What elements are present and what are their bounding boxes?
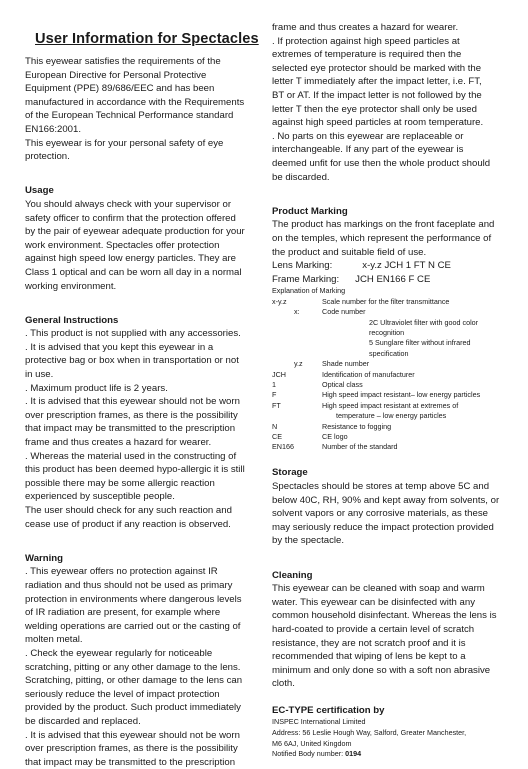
marking-meaning: temperature – low energy particles [336,411,447,421]
intro-line: This eyewear satisfies the requirements of the [25,56,221,67]
general-instructions-line: frame and thus creates a hazard for wearer. [25,437,212,449]
warning-line: scratching, pitting or any other damage to the lens. [25,661,241,673]
general-instructions-line: over prescription frames, as there is the possibility [25,409,238,421]
storage-heading: Storage [272,467,308,479]
intro-section [25,55,262,164]
marking-meaning: Resistance to fogging [322,421,392,431]
warning-continued-line: letter T then the eye protector shall only be used [272,103,477,115]
warning-line: radiation and thus should not be used as primary [25,579,233,591]
marking-meaning: High speed impact resistant– low energy particles [322,390,481,400]
storage-section [272,466,508,548]
notified-body [272,749,508,760]
usage-heading: Usage [25,185,54,197]
marking-code [272,338,322,359]
general-instructions-section [25,314,262,532]
marking-row [272,338,508,359]
storage-line: below 40C, RH, 90% and kept away from solvents, or [272,494,500,506]
intro-line: manufactured in accordance with the Requirements [25,96,245,108]
cleaning-line: This eyewear can be cleaned with soap and warm [272,583,485,595]
general-instructions-line: . Whereas the material used in the constructing of [25,450,237,462]
marking-code: x: [294,307,300,317]
marking-row [272,390,508,400]
warning-continued-line: letter T immediately after the impact letter, i.e. FT, [272,76,482,88]
storage-line: by the spectacle. [272,535,344,547]
warning-line: over prescription frames, as there is the possibility [25,743,238,755]
cleaning-line: hard-coated to provide a certain level of scratch [272,623,475,635]
cleaning-line: recommended that wiping of lens be kept to a [272,651,466,663]
marking-row [272,401,508,411]
frame-marking-label: Frame Marking: [272,273,340,285]
general-instructions-line: in use. [25,369,54,381]
marking-row [272,359,508,369]
usage-line: by the pair of eyewear adequate production for your [25,226,245,238]
warning-continued-line: BT or AT. If the impact letter is not followed by the [272,89,482,101]
intro-line: European Directive for Personal Protective [25,69,207,81]
intro-line: protection. [25,151,70,163]
frame-marking [272,273,508,287]
marking-meaning: Identification of manufacturer [322,369,415,379]
storage-line: may seriously reduce the impact protection provided [272,521,494,533]
page-title: User Information for Spectacles [35,31,259,47]
usage-line: You should always check with your supervisor or [25,198,232,210]
storage-line: solvent vapors or any corrosive materials, as these [272,508,488,520]
storage-line: Spectacles should be stores at temp above 5C and [272,480,490,492]
warning-line: . Check the eyewear regularly for noticeable [25,647,213,659]
warning-line: welding operations are carried out or the casting of [25,620,241,632]
marking-meaning: CE logo [322,431,348,441]
marking-row [272,370,508,380]
usage-section [25,184,262,293]
certification-line: INSPEC International Limited [272,717,366,727]
warning-line: molten metal. [25,634,83,646]
product-marking-line: The product has markings on the front faceplate and [272,219,495,231]
marking-meaning: High speed impact resistant at extremes of [322,400,459,410]
marking-meaning: Scale number for the filter transmittance [322,296,450,306]
usage-line: Class 1 optical and can be worn all day in a normal [25,266,242,278]
warning-continued-line: interchangeable. If any part of the eyewear is [272,144,464,156]
marking-row [272,318,508,339]
marking-code: CE [272,431,282,441]
marking-meaning: Number of the standard [322,442,398,452]
marking-code: FT [272,400,281,410]
warning-continued [272,21,508,184]
cleaning-section [272,569,508,691]
general-instructions-line: experienced by susceptible people. [25,491,175,503]
marking-meaning: 2C Ultraviolet filter with good color recognition [369,317,479,337]
general-instructions-line: . This product is not supplied with any accessories. [25,328,241,340]
warning-continued-line: . No parts on this eyewear are replaceable or [272,130,464,142]
general-instructions-line: this product has been deemed hypo-allergic it is still [25,464,245,476]
intro-line: This eyewear is for your personal safety of eye [25,137,224,149]
warning-continued-line: selected eye protector should be marked with the [272,62,482,74]
marking-meaning: Code number [322,307,366,317]
warning-line: . This eyewear offers no protection against IR [25,566,218,578]
general-instructions-line: cease use of product if any reaction is observed. [25,518,231,530]
warning-section [25,552,262,769]
lens-marking [272,259,508,273]
marking-row [272,297,508,307]
warning-continued-line: frame and thus creates a hazard for wearer. [272,22,459,33]
certification-section [272,704,508,759]
marking-code: y.z [294,359,303,369]
warning-continued-line: against high speed particles at room temperature. [272,117,484,129]
marking-row [272,442,508,452]
general-instructions-line: possible there may be some allergic reaction [25,477,215,489]
general-instructions-line: . It is advised that you kept this eyewear in a [25,341,214,353]
general-instructions-heading: General Instructions [25,314,119,326]
cleaning-heading: Cleaning [272,569,313,581]
warning-continued-line: extremes of temperature is required then the [272,49,462,61]
usage-line: safety officer to confirm that the protection offered [25,212,236,224]
general-instructions-line: . Maximum product life is 2 years. [25,382,168,394]
warning-heading: Warning [25,552,64,564]
warning-line: that impact may be transmitted to the prescription [25,756,236,768]
marking-code: EN166 [272,442,294,452]
warning-line: seriously reduce the level of impact protection [25,688,220,700]
marking-code [272,318,322,339]
product-marking-section [272,205,508,453]
marking-row [272,422,508,432]
cleaning-line: minimum and only done so with a soft non abrasive [272,664,491,676]
frame-marking-value: JCH EN166 F CE [355,273,431,285]
marking-row [272,432,508,442]
warning-line: protection in environments where dangerous levels [25,593,242,605]
certification-line: Address: 56 Leslie Hough Way, Salford, Greater Manchester, [272,728,467,738]
marking-meaning: Shade number [322,359,370,369]
warning-continued-line: . If protection against high speed particles at [272,35,460,47]
marking-code: x-y.z [272,296,287,306]
lens-marking-value: x-y.z JCH 1 FT N CE [362,260,451,272]
intro-line: Equipment (PPE) 89/686/EEC and has been [25,83,215,95]
marking-row [272,380,508,390]
general-instructions-line: The user should check for any such reaction and [25,505,232,516]
marking-row [272,411,508,421]
warning-continued-line: deemed unfit for use then the whole product should [272,157,491,169]
marking-code [272,411,322,421]
certification-heading: EC-TYPE certification by [272,705,385,717]
notified-body-number: 0194 [345,749,362,759]
certification-line: M6 6AJ, United Kingdom [272,738,352,748]
marking-meaning: Optical class [322,379,363,389]
intro-line: EN166:2001. [25,123,82,135]
warning-line: . It is advised that this eyewear should not be worn [25,729,240,741]
lens-marking-label: Lens Marking: [272,260,333,272]
warning-line: be discarded and replaced. [25,715,141,727]
left-column [25,55,262,769]
warning-line: of IR radiation are present, for example where [25,607,221,619]
cleaning-line: common household disinfectant. Whereas the lens is [272,610,497,622]
usage-line: against high speed low energy particles. They are [25,253,237,265]
product-marking-line: on the temples, which represent the performance of [272,232,492,244]
marking-code: JCH [272,369,286,379]
right-column [272,21,508,760]
marking-row [272,307,508,317]
marking-code: 1 [272,379,276,389]
cleaning-line: cloth. [272,678,295,690]
product-marking-line: the product and suitable field of use. [272,246,427,258]
explanation-heading: Explanation of Marking [272,286,346,296]
general-instructions-line: that impact may be transmitted to the prescription [25,423,236,435]
usage-line: working environment. [25,280,117,292]
notified-body-label: Notified Body number: [272,749,346,759]
warning-continued-line: be discarded. [272,171,330,183]
usage-line: work environment. Spectacles offer protection [25,239,220,251]
general-instructions-line: . It is advised that this eyewear should not be worn [25,396,240,408]
marking-code: F [272,390,277,400]
cleaning-line: resistance, they are not scratch proof and it is [272,637,466,649]
product-marking-heading: Product Marking [272,205,348,217]
warning-line: Scratching, pitting, or other damage to the lens can [25,675,243,687]
marking-meaning: 5 Sunglare filter without infrared specification [369,338,471,358]
marking-code: N [272,421,278,431]
cleaning-line: water. This eyewear can be disinfected with any [272,596,476,608]
warning-line: provided by the product. Such product immediately [25,702,241,714]
intro-line: of the European Technical Performance standard [25,110,234,122]
general-instructions-line: protective bag or box when in transportation or not [25,355,239,367]
marking-explanation-table [272,297,508,453]
